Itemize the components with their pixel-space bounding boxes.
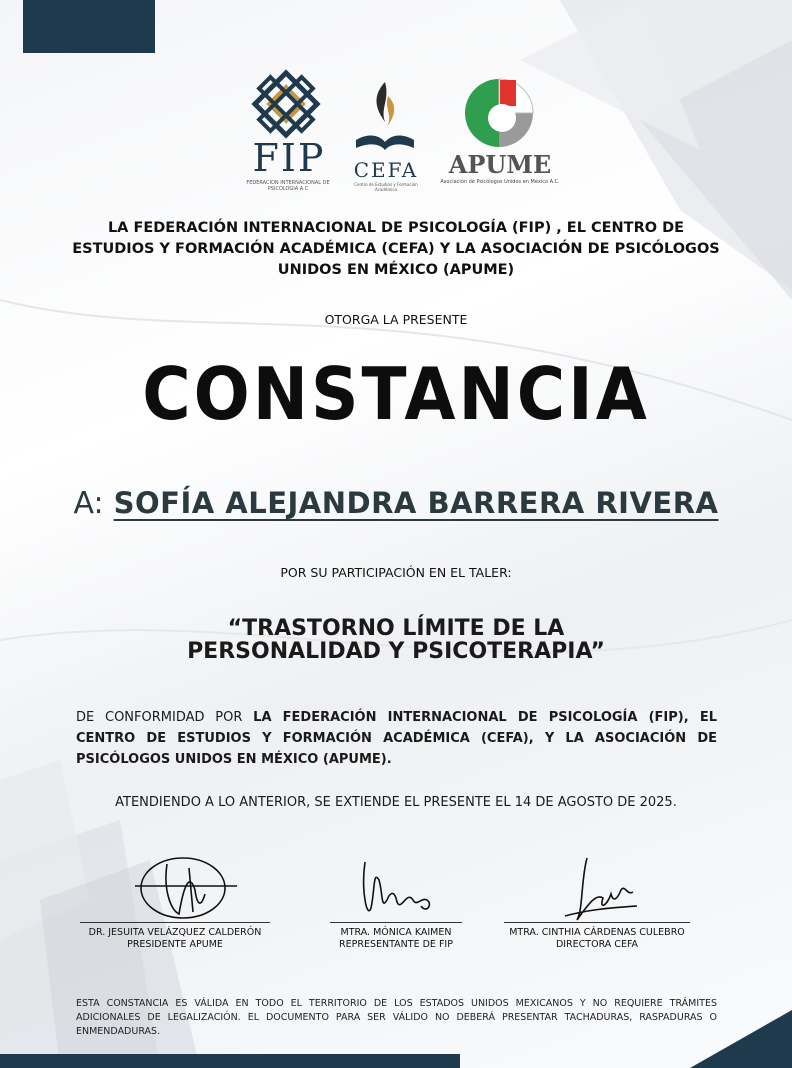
signature-apume-image — [105, 850, 245, 924]
conformity-paragraph — [76, 707, 717, 770]
certificate-title: CONSTANCIA — [142, 352, 650, 437]
signatory-role-3: DIRECTORA CEFA — [555, 939, 639, 950]
course-title — [100, 617, 692, 663]
fip-logo-subtitle: FEDERACION INTERNACIONAL DE PSICOLOGIA A.C — [246, 180, 330, 192]
signatory-role-2: REPRESENTANTE DE FIP — [339, 939, 453, 950]
bottom-bar — [0, 1054, 460, 1068]
fip-logo-name: FIP — [252, 136, 326, 180]
apume-logo-subtitle: Asociación de Psicólogos Unidos en México A.C. — [440, 179, 560, 185]
signatory-name-3: MTRA. CINTHIA CÁRDENAS CULEBRO — [509, 927, 685, 938]
recipient — [0, 486, 792, 521]
signature-cefa-image — [547, 850, 647, 924]
cefa-logo-icon — [350, 78, 420, 160]
signatory-name-1: DR. JESUITA VELÁZQUEZ CALDERÓN — [88, 927, 262, 938]
cefa-logo-name: CEFA — [353, 158, 419, 182]
signatory-role-1: PRESIDENTE APUME — [127, 939, 223, 950]
apume-logo-name: APUME — [448, 150, 552, 179]
top-left-bar — [23, 0, 155, 53]
recipient-prefix: A: — [73, 486, 104, 521]
conformity-lead: DE CONFORMIDAD POR — [76, 710, 243, 725]
issuing-organizations: LA FEDERACIÓN INTERNACIONAL DE PSICOLOGÍA (FIP) , EL CENTRO DE ESTUDIOS Y FORMACIÓN ACADÉMICA (CEFA) Y LA ASOCIACIÓN DE PSICÓLOGOS UNIDOS EN MÉXICO (APUME) — [72, 220, 720, 278]
cefa-logo-subtitle: Centro de Estudios y Formación Académica — [354, 182, 418, 192]
conformity-organizations: LA FEDERACIÓN INTERNACIONAL DE PSICOLOGÍA (FIP), EL CENTRO DE ESTUDIOS Y FORMACIÓN ACADÉMICA (CEFA), Y LA ASOCIACIÓN DE PSICÓLOGOS UNIDOS EN MÉXICO (APUME). — [76, 710, 718, 767]
fip-logo-icon — [244, 66, 328, 142]
validity-footer: ESTA CONSTANCIA ES VÁLIDA EN TODO EL TERRITORIO DE LOS ESTADOS UNIDOS MEXICANOS Y NO REQUIERE TRÁMITES ADICIONALES DE LEGALIZACIÓN. EL DOCUMENTO PARA SER VÁLIDO NO DEBERÁ PRESENTAR TACHADURAS, RASPADURAS O ENMENDADURAS. — [76, 998, 717, 1037]
course-title-line-1: “TRASTORNO LÍMITE DE LA — [227, 616, 565, 641]
signature-block-fip — [330, 850, 462, 951]
recipient-name: SOFÍA ALEJANDRA BARRERA RIVERA — [113, 486, 719, 520]
signature-block-apume — [80, 850, 270, 951]
participation-text: POR SU PARTICIPACIÓN EN EL TALER: — [280, 565, 512, 580]
signature-block-cefa — [504, 850, 690, 951]
signature-fip-image — [351, 850, 441, 924]
signatory-name-2: MTRA. MÓNICA KAIMEN — [340, 927, 452, 938]
issue-date-line: ATENDIENDO A LO ANTERIOR, SE EXTIENDE EL PRESENTE EL 14 DE AGOSTO DE 2025. — [115, 795, 677, 810]
awards-text: OTORGA LA PRESENTE — [324, 312, 468, 327]
apume-logo-icon — [462, 76, 536, 150]
course-title-line-2: PERSONALIDAD Y PSICOTERAPIA” — [187, 639, 605, 664]
